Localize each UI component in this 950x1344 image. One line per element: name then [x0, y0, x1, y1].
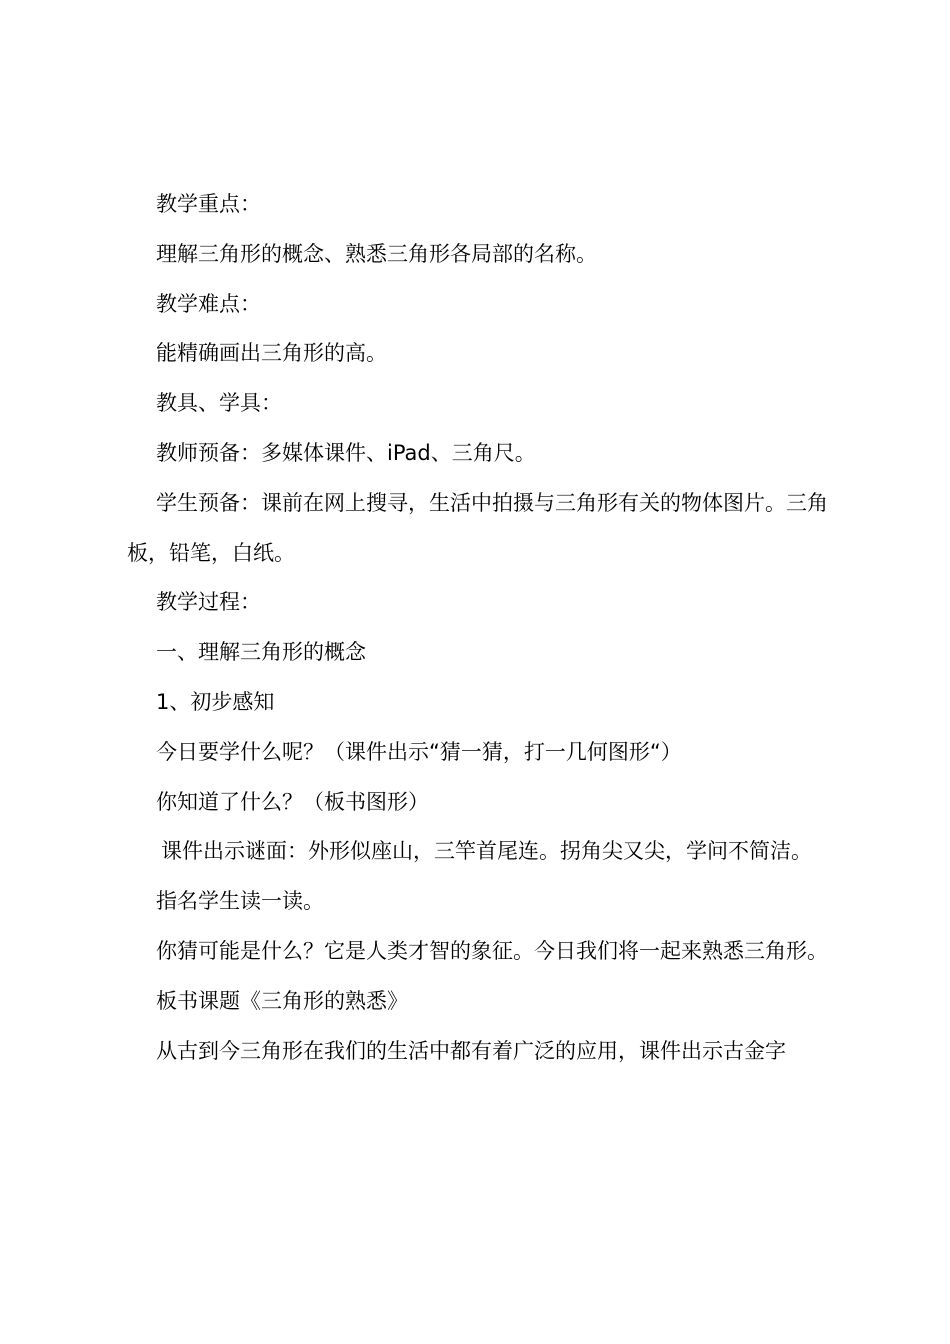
subsection-heading-perception: 1、初步感知	[156, 689, 275, 714]
paragraph-student-preparation: 学生预备：课前在网上搜寻，生活中拍摄与三角形有关的物体图片。三角板，铅笔，白纸。	[127, 490, 828, 565]
paragraph-teaching-focus: 理解三角形的概念、熟悉三角形各局部的名称。	[156, 241, 597, 266]
paragraph-teacher-preparation: 教师预备：多媒体课件、iPad、三角尺。	[156, 440, 536, 465]
paragraph-board-title: 板书课题《三角形的熟悉》	[156, 988, 408, 1013]
heading-teaching-focus: 教学重点：	[156, 192, 261, 216]
paragraph-read-aloud: 指名学生读一读。	[156, 889, 324, 914]
paragraph-question-know: 你知道了什么？（板书图形）	[156, 789, 429, 814]
paragraph-teaching-difficulty: 能精确画出三角形的高。	[156, 341, 387, 366]
section-heading-concept: 一、理解三角形的概念	[156, 640, 366, 665]
paragraph-guess: 你猜可能是什么？它是人类才智的象征。今日我们将一起来熟悉三角形。	[156, 938, 828, 963]
paragraph-application: 从古到今三角形在我们的生活中都有着广泛的应用，课件出示古金字	[156, 1038, 786, 1063]
document-body	[127, 180, 839, 1076]
paragraph-question-today: 今日要学什么呢？（课件出示“猜一猜，打一几何图形“）	[156, 739, 682, 764]
heading-teaching-process: 教学过程：	[156, 590, 261, 615]
heading-teaching-difficulty: 教学难点：	[156, 291, 261, 316]
paragraph-riddle: 课件出示谜面：外形似座山，三竿首尾连。拐角尖又尖，学问不简洁。	[161, 839, 812, 864]
heading-teaching-aids: 教具、学具：	[156, 391, 282, 416]
